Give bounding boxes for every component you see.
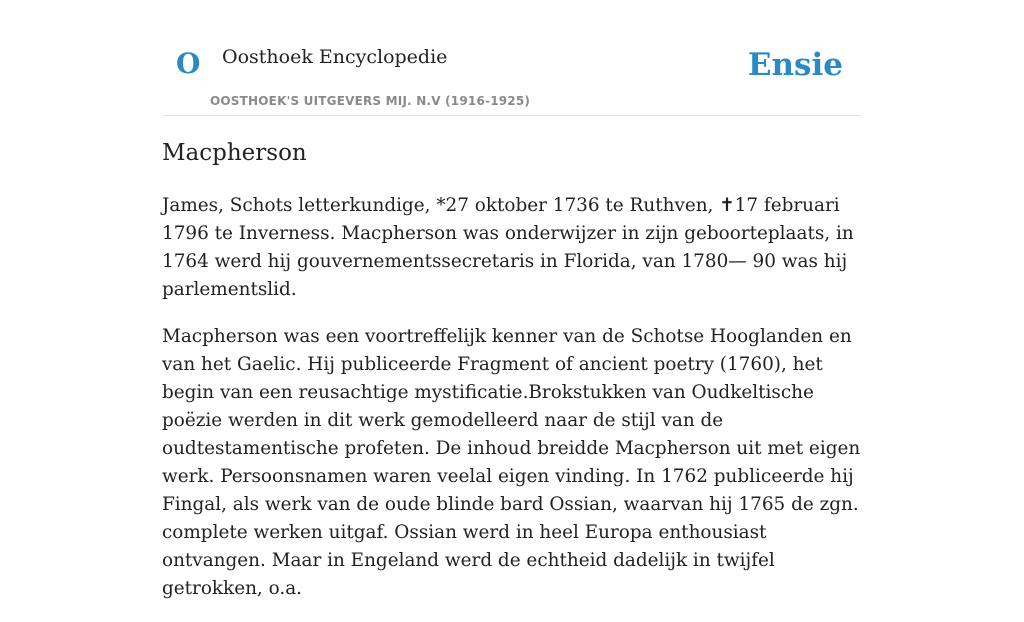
publisher-label: OOSTHOEK'S UITGEVERS MIJ. N.V (1916-1925) bbox=[210, 94, 531, 108]
article-body bbox=[162, 192, 862, 622]
publication-logo[interactable]: O bbox=[176, 47, 201, 80]
content-container bbox=[162, 0, 862, 599]
article-paragraph: James, Schots letterkundige, *27 oktober 1736 te Ruthven, ✝17 februari 1796 te Inverness. Macpherson was onderwijzer in zijn geboorteplaats, in 1764 werd hij gouvernementssecretaris in Florida, van 1780— 90 was hij parlementslid. bbox=[162, 195, 854, 300]
ensie-logo-link[interactable]: Ensie bbox=[747, 47, 843, 83]
publication-title-link[interactable]: Oosthoek Encyclopedie bbox=[222, 46, 448, 68]
article-title: Macpherson bbox=[162, 140, 307, 166]
article-paragraph: Macpherson was een voortreffelijk kenner van de Schotse Hooglanden en van het Gaelic. Hij publiceerde Fragment of ancient poetry (1760), het begin van een reusachtige mystificatie.Brokstukken van Oudkeltische poëzie werden in dit werk gemodelleerd naar de stijl van de oudtestamentische profeten. De inhoud breidde Macpherson uit met eigen werk. Persoonsnamen waren veelal eigen vinding. In 1762 publiceerde hij Fingal, als werk van de oude blinde bard Ossian, waarvan hij 1765 de zgn. complete werken uitgaf. Ossian werd in heel Europa enthousiast ontvangen. Maar in Engeland werd de echtheid dadelijk in twijfel getrokken, o.a. bbox=[162, 326, 861, 599]
publication-header bbox=[162, 0, 862, 116]
